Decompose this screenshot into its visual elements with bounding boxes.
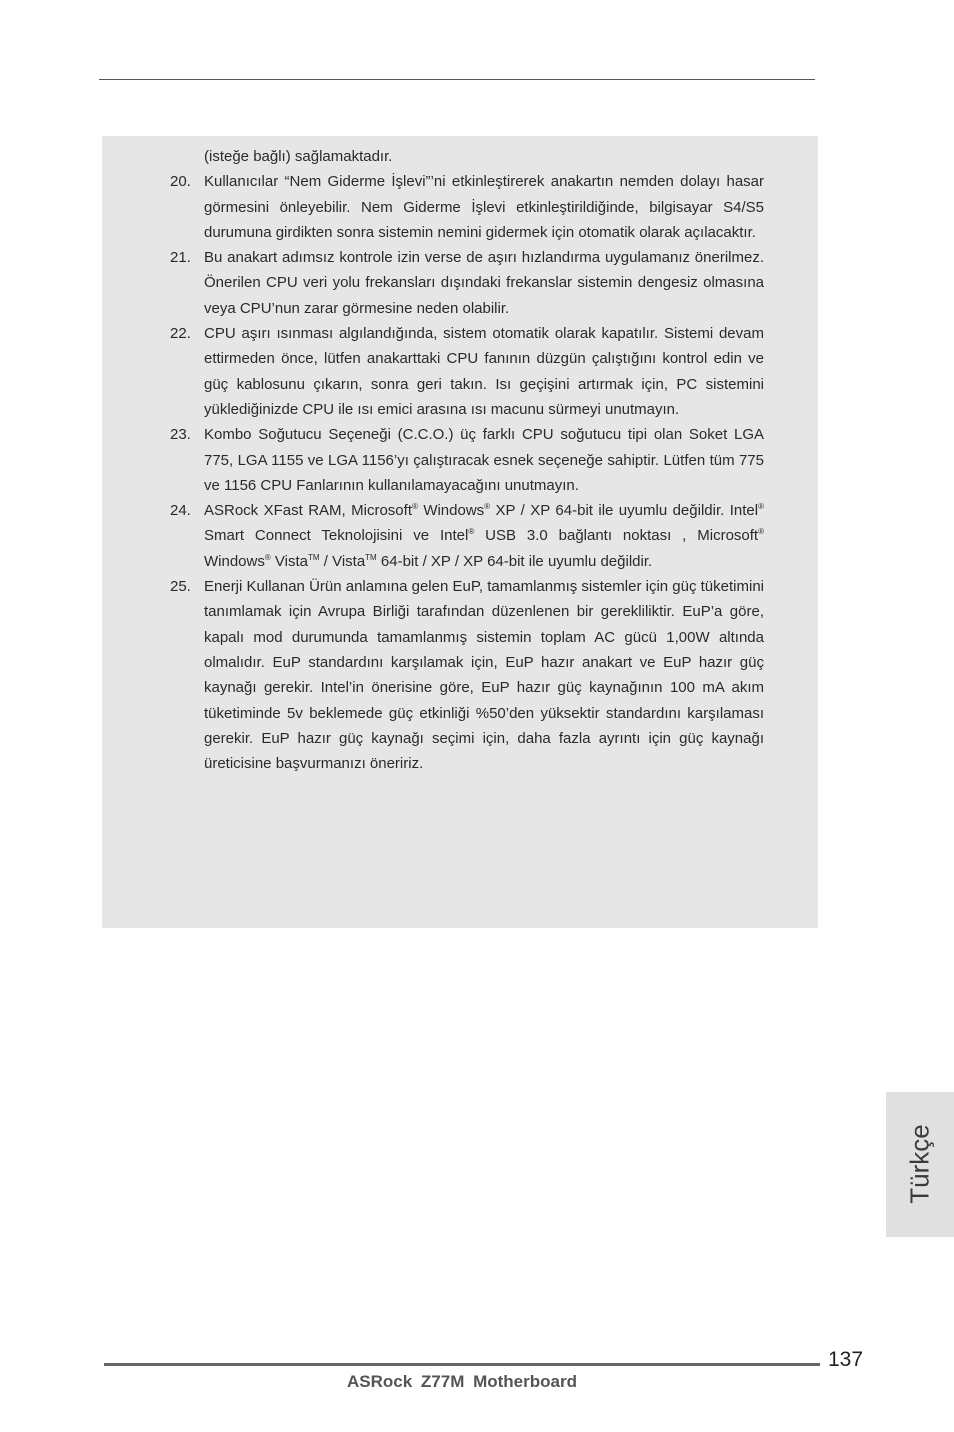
content-panel <box>102 136 818 928</box>
item-number: 21. <box>170 249 191 267</box>
list-item <box>102 245 818 321</box>
item-text: Kullanıcılar “Nem Giderme İşlevi”’ni etkinleştirerek anakartın nemden dolayı hasar görmesini önleyebilir. Nem Giderme İşlevi etkinleştirildiğinde, bilgisayar S4/S5 durumuna girdikten sonra sistemin nemini gidermek için otomatik olarak açılacaktır. <box>204 173 764 241</box>
item-number: 24. <box>170 502 191 520</box>
list-item <box>102 498 818 574</box>
list-item <box>102 321 818 422</box>
item-text: Enerji Kullanan Ürün anlamına gelen EuP, tamamlanmış sistemler için güç tüketimini tanımlamak için Avrupa Birliği tarafından düzenlenen bir gerekliliktir. EuP’a göre, kapalı mod durumunda tamamlanmış sistemin toplam AC gücü 1,00W altında olmalıdır. EuP standardını karşılamak için, EuP hazır anakart ve EuP hazır güç kaynağı gerekir. Intel’in önerisine göre, EuP hazır güç kaynağının 100 mA akım tüketiminde 5v beklemede güç etkinliği %50’den yüksektir standardını karşılaması gerekir. EuP hazır güç kaynağı seçimi için, daha fazla ayrıntı için güç kaynağı üreticisine başvurmanızı öneririz. <box>204 578 764 773</box>
language-tab <box>886 1092 954 1237</box>
numbered-list <box>102 144 818 776</box>
item-number: 20. <box>170 173 191 191</box>
footer-rule <box>104 1363 820 1366</box>
item-number: 22. <box>170 325 191 343</box>
language-label: Türkçe <box>904 1124 935 1204</box>
list-item <box>102 422 818 498</box>
item-text: Bu anakart adımsız kontrole izin verse de aşırı hızlandırma uygulamanız önerilmez. Önerilen CPU veri yolu frekansları dışındaki frekanslar sistemin dengesiz olmasına veya CPU’nun zarar görmesine neden olabilir. <box>204 249 764 317</box>
list-item <box>102 169 818 245</box>
footer-title: ASRock Z77M Motherboard <box>347 1372 577 1391</box>
item-text: ASRock XFast RAM, Microsoft® Windows® XP / XP 64-bit ile uyumlu değildir. Intel® Smart Connect Teknolojisini ve Intel® USB 3.0 bağlantı noktası , Microsoft® Windows® Vista™ / Vista™ 64-bit / XP / XP 64-bit ile uyumlu değildir. <box>204 502 765 570</box>
continuation-text: (isteğe bağlı) sağlamaktadır. <box>204 148 393 165</box>
item-text: Kombo Soğutucu Seçeneği (C.C.O.) üç farklı CPU soğutucu tipi olan Soket LGA 775, LGA 1155 ve LGA 1156’yı çalıştıracak esnek seçeneğe sahiptir. Lütfen tüm 775 ve 1156 CPU Fanlarının kullanılamayacağını unutmayın. <box>204 426 764 494</box>
list-item <box>102 574 818 776</box>
item-text: CPU aşırı ısınması algılandığında, sistem otomatik olarak kapatılır. Sistemi devam ettirmeden önce, lütfen anakarttaki CPU fanının düzgün çalıştığını kontrol edin ve güç kablosunu çıkarın, sonra geri takın. Isı geçişini artırmak için, PC sistemini yüklediğinizde CPU ile ısı emici arasına ısı macunu sürmeyi unutmayın. <box>204 325 764 418</box>
top-rule <box>99 79 815 80</box>
item-number: 23. <box>170 426 191 444</box>
item-number: 25. <box>170 578 191 596</box>
page-number: 137 <box>828 1348 864 1371</box>
